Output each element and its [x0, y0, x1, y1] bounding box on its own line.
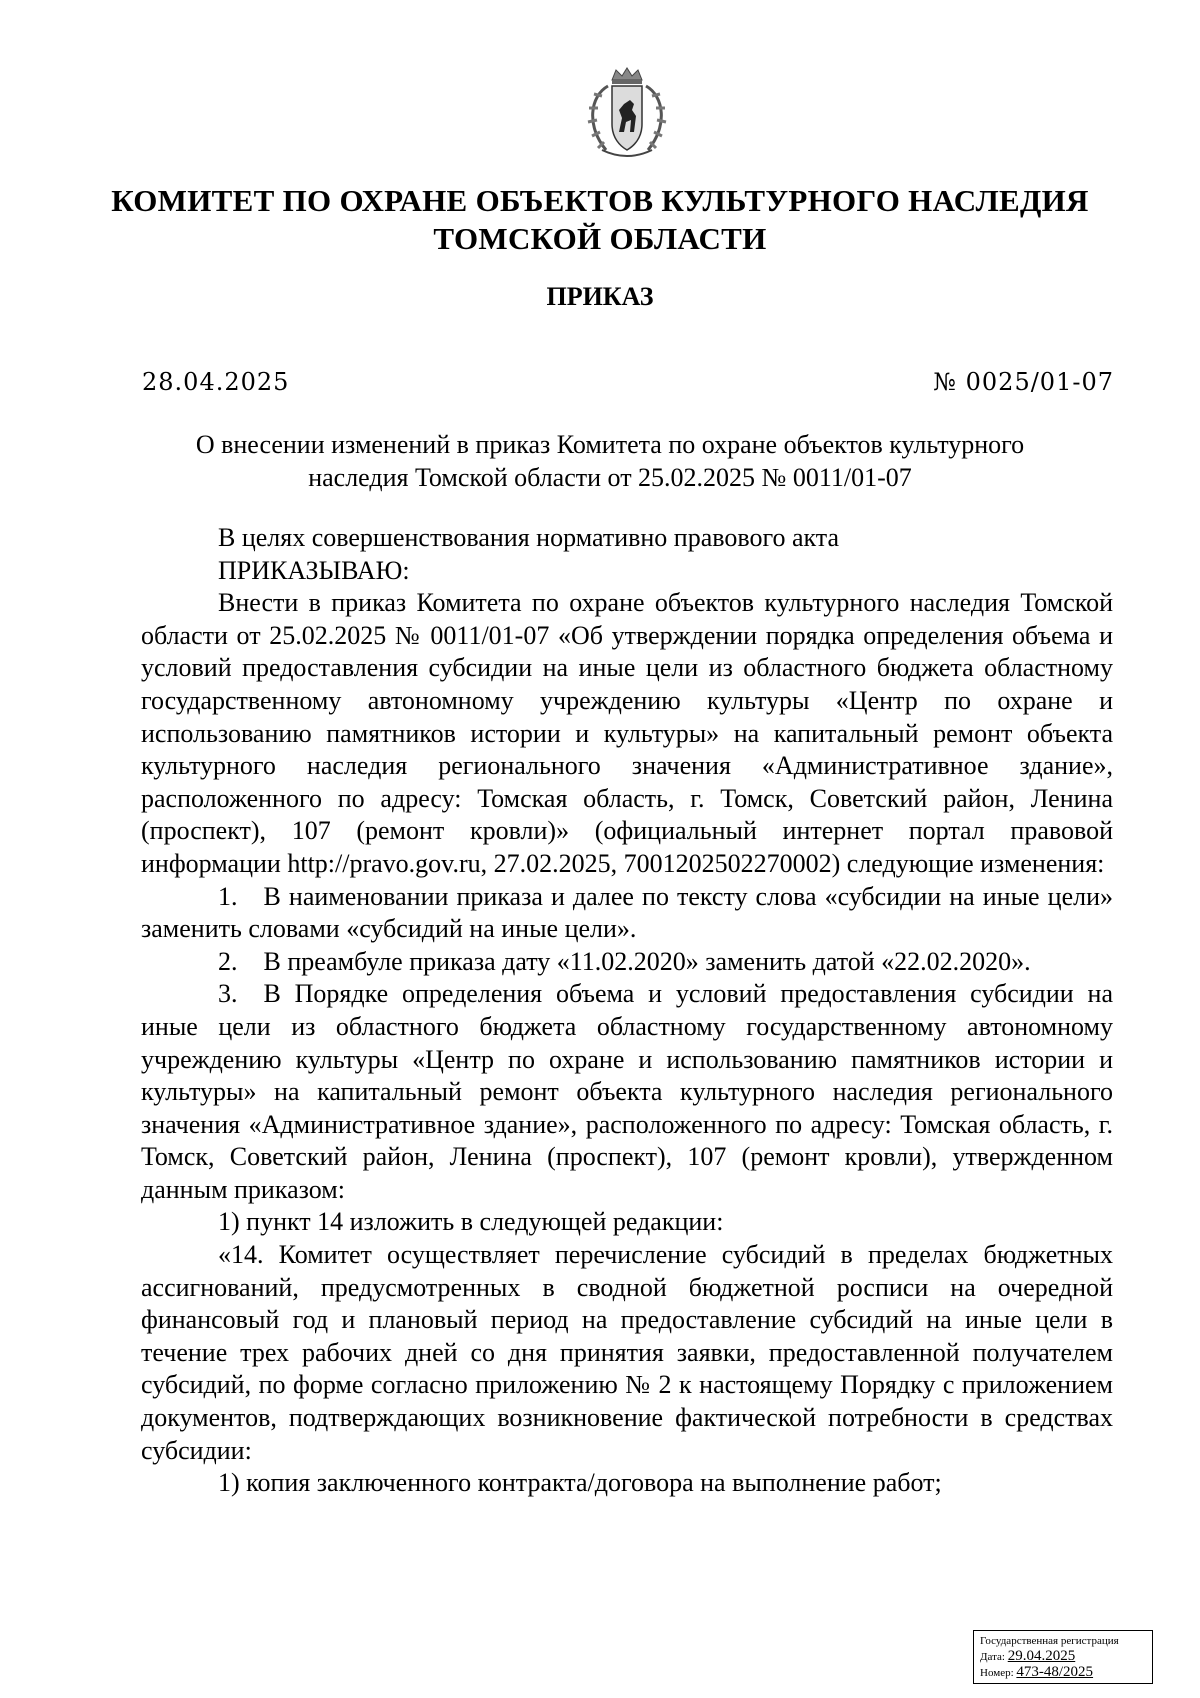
stamp-date-label: Дата: — [980, 1651, 1005, 1663]
order-body — [141, 522, 1113, 1500]
preamble-paragraph: В целях совершенствования нормативно правового акта — [218, 523, 840, 552]
stamp-number-value: 473-48/2025 — [1016, 1664, 1094, 1680]
order-word: ПРИКАЗЫВАЮ: — [218, 555, 410, 585]
coat-of-arms-emblem — [572, 66, 682, 162]
subject-line-1: О внесении изменений в приказ Комитета по охране объектов культурного — [195, 430, 1025, 459]
intro-paragraph: Внести в приказ Комитета по охране объектов культурного наследия Томской области от 25.02.2025 № 0011/01-07 «Об утверждении порядка определения объема и условий предоставления субсидии на иные цели из областного бюджета областному государственному автономному учреждению культуры «Центр по охране и использованию памятников истории и культуры» на капитальный ремонт объекта культурного наследия регионального значения «Административное здание», расположенного по адресу: Томская область, г. Томск, Советский район, Ленина (проспект), 107 (ремонт кровли)» (официальный интернет портал правовой информации http://pravo.gov.ru, 27.02.2025, 7001202502270002) следующие изменения: — [141, 588, 1113, 878]
organization-title-line-2: ТОМСКОЙ ОБЛАСТИ — [433, 221, 767, 256]
order-number: № 0025/01-07 — [933, 368, 1114, 396]
organization-title-line-1: КОМИТЕТ ПО ОХРАНЕ ОБЪЕКТОВ КУЛЬТУРНОГО НАСЛЕДИЯ — [111, 183, 1089, 218]
item-2-paragraph: 2. В преамбуле приказа дату «11.02.2020» заменить датой «22.02.2020». — [218, 946, 1031, 976]
organization-title — [100, 182, 1100, 258]
item-3-paragraph: 3. В Порядке определения объема и условий предоставления субсидии на иные цели из областного бюджета областному государственному автономному учреждению культуры «Центр по охране и использованию памятников истории и культуры» на капитальный ремонт объекта культурного наследия регионального значения «Административное здание», расположенного по адресу: Томская область, г. Томск, Советский район, Ленина (проспект), 107 (ремонт кровли), утвержденном данным приказом: — [141, 979, 1113, 1204]
order-date: 28.04.2025 — [142, 368, 290, 396]
subject-line-2: наследия Томской области от 25.02.2025 № 0011/01-07 — [308, 463, 912, 492]
stamp-title: Государственная регистрация — [980, 1635, 1119, 1647]
item-1-paragraph: 1. В наименовании приказа и далее по тексту слова «субсидии на иные цели» заменить словами «субсидий на иные цели». — [141, 881, 1113, 944]
stamp-date-value: 29.04.2025 — [1007, 1648, 1076, 1664]
document-type: ПРИКАЗ — [546, 282, 654, 311]
clause-14-item-1-paragraph: 1) копия заключенного контракта/договора на выполнение работ; — [218, 1468, 942, 1498]
order-subject — [150, 428, 1070, 494]
stamp-number-label: Номер: — [980, 1667, 1014, 1679]
registration-stamp — [973, 1630, 1153, 1684]
subitem-1-paragraph: 1) пункт 14 изложить в следующей редакции: — [218, 1207, 724, 1237]
clause-14-paragraph: «14. Комитет осуществляет перечисление субсидий в пределах бюджетных ассигнований, предусмотренных в сводной бюджетной росписи на очередной финансовый год и плановый период на предоставление субсидий на иные цели в течение трех рабочих дней со дня принятия заявки, предоставленной получателем субсидий, по форме согласно приложению № 2 к настоящему Порядку с приложением документов, подтверждающих возникновение фактической потребности в средствах субсидии: — [141, 1240, 1113, 1465]
